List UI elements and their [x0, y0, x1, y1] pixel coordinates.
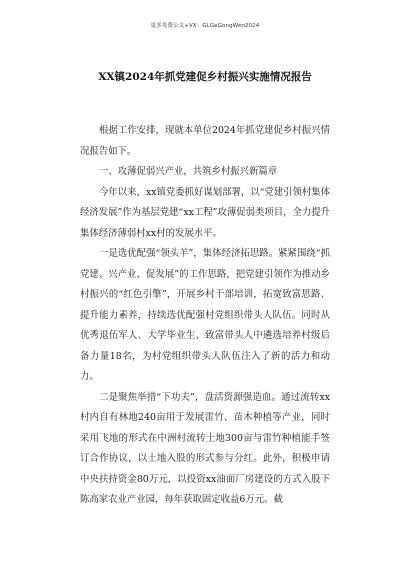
paragraph-overview: 今年以来，xx镇党委抓好谋划部署，以“党建引领村集体经济发展”作为基层党建“xx工程”攻薄促弱类项目，全力提升集体经济薄弱村xx村的发展水平。	[80, 186, 330, 239]
document-body	[80, 121, 330, 511]
paragraph-intro: 根据工作安排，现就本单位2024年抓党建促乡村振兴情况报告如下。	[80, 125, 330, 157]
header-note: 更多免费公文+VX：GLGeGongWen2024	[150, 23, 260, 29]
section-heading: 一、攻薄促弱兴产业，共筑乡村振兴新篇章	[99, 166, 278, 177]
document-title: XX镇2024年抓党建促乡村振兴实施情况报告	[98, 71, 312, 83]
paragraph-point-two: 二是聚焦举措“下功夫”，盘活资源强造血。通过流转xx村内自有林地240亩用于发展雷竹、苗木种植等产业，同时采用飞地的形式在中洲村流转土地300亩与雷竹种植能手签订合作协议，以土地入股的形式参与分红。此外，积极申请中央扶持资金80万元，以投资xx油面厂房建设的方式入股下陈高家农业产业园，每年获取固定收益6万元。截	[80, 391, 330, 505]
paragraph-point-one: 一是选优配强“领头羊”，集体经济拓思路。紧紧围绕“抓党建、兴产业、促发展”的工作思路，把党建引领作为推动乡村振兴的“红色引擎”，开展乡村干部培训，拓宽致富思路、提升能力素养，持续选优配强村党组织带头人队伍。同时从优秀退伍军人、大学毕业生、致富带头人中遴选培养村级后备力量18名，为村党组织带头人队伍注入了新的活力和动力。	[80, 248, 330, 382]
